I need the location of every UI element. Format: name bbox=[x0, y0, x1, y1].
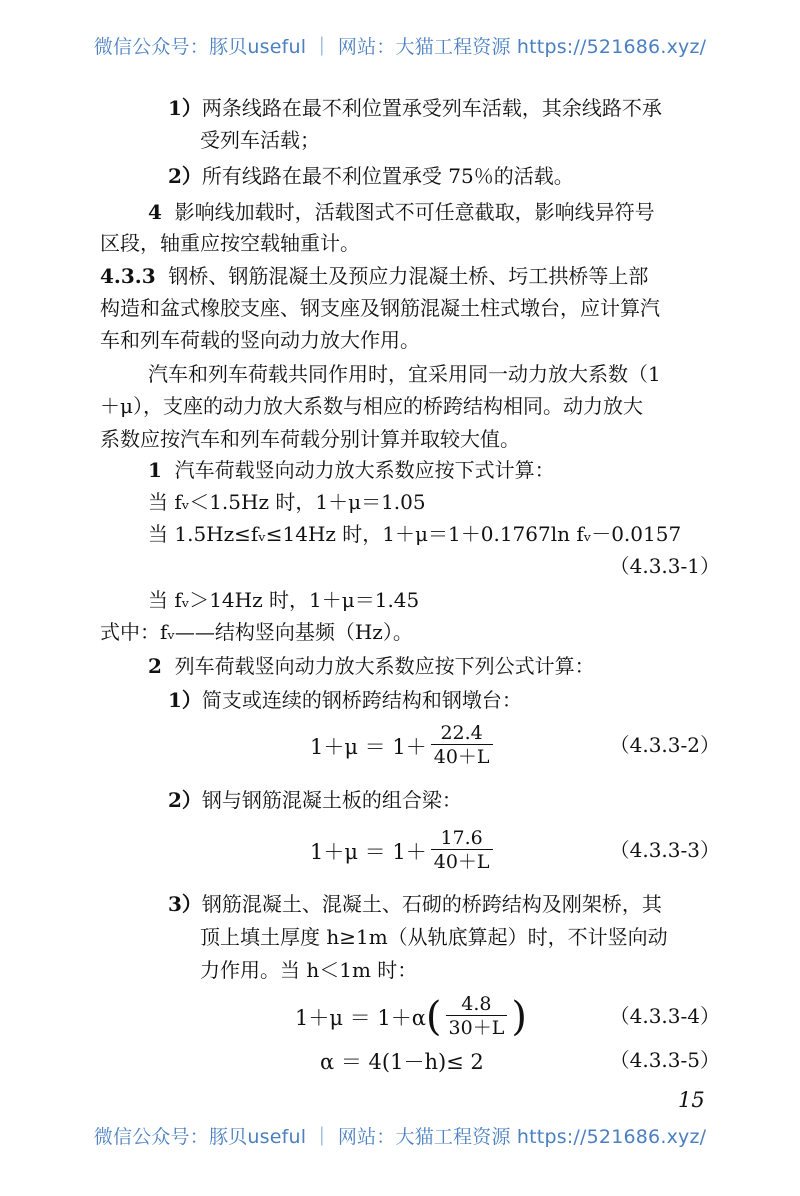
clause-item: 4 影响线加载时，活载图式不可任意截取，影响线异符号 bbox=[148, 200, 655, 224]
text-line: 车和列车荷载的竖向动力放大作用。 bbox=[100, 328, 420, 352]
list-item: 1）简支或连续的钢桥跨结构和钢墩台： bbox=[168, 688, 522, 712]
definition-line: 式中：fᵥ——结构竖向基频（Hz）。 bbox=[100, 620, 413, 644]
formula-line: 当 fᵥ＜1.5Hz 时，1＋μ＝1.05 bbox=[148, 490, 426, 514]
equation-number: （4.3.3-2） bbox=[609, 733, 720, 757]
formula-4-3-3-3: 1＋μ ＝ 1＋ $\frac{17.6}{40+L}$ bbox=[310, 827, 497, 874]
list-item: 2）钢与钢筋混凝土板的组合梁： bbox=[168, 788, 462, 812]
fraction: $\frac{22.4}{40+L}$ bbox=[431, 722, 493, 769]
list-item: 3）钢筋混凝土、混凝土、石砌的桥跨结构及刚架桥，其 bbox=[168, 892, 662, 916]
fraction: $\frac{4.8}{30+L}$ bbox=[446, 993, 508, 1040]
equation-number: （4.3.3-5） bbox=[609, 1048, 720, 1072]
list-item: 1）两条线路在最不利位置承受列车活载，其余线路不承 bbox=[168, 96, 662, 120]
list-item: 2）所有线路在最不利位置承受 75％的活载。 bbox=[168, 164, 574, 188]
formula-4-3-3-5: α ＝ 4(1－h)≤ 2 bbox=[320, 1050, 484, 1074]
equation-number: （4.3.3-1） bbox=[609, 554, 720, 578]
watermark-header: 微信公众号：豚贝useful ｜ 网站：大猫工程资源 https://521686.xyz/ bbox=[93, 36, 707, 58]
text-line: 汽车和列车荷载共同作用时，宜采用同一动力放大系数（1 bbox=[148, 362, 661, 386]
text-line: 构造和盆式橡胶支座、钢支座及钢筋混凝土柱式墩台，应计算汽 bbox=[100, 296, 660, 320]
text-line: ＋μ），支座的动力放大系数与相应的桥跨结构相同。动力放大 bbox=[100, 394, 643, 418]
clause-item: 2 列车荷载竖向动力放大系数应按下列公式计算： bbox=[148, 654, 595, 678]
text-line: 顶上填土厚度 h≥1m（从轨底算起）时，不计竖向动 bbox=[200, 925, 668, 949]
fraction: $\frac{17.6}{40+L}$ bbox=[431, 827, 493, 874]
section-heading: 4.3.3 钢桥、钢筋混凝土及预应力混凝土桥、圬工拱桥等上部 bbox=[100, 264, 649, 288]
formula-4-3-3-2: 1＋μ ＝ 1＋ $\frac{22.4}{40+L}$ bbox=[310, 722, 497, 769]
watermark-footer: 微信公众号：豚贝useful ｜ 网站：大猫工程资源 https://521686.xyz/ bbox=[93, 1126, 707, 1148]
formula-line: 当 fᵥ＞14Hz 时，1＋μ＝1.45 bbox=[148, 588, 420, 612]
page-number: 15 bbox=[678, 1088, 705, 1112]
equation-number: （4.3.3-3） bbox=[609, 838, 720, 862]
equation-number: （4.3.3-4） bbox=[609, 1004, 720, 1028]
clause-item: 1 汽车荷载竖向动力放大系数应按下式计算： bbox=[148, 458, 555, 482]
formula-line: 当 1.5Hz≤fᵥ≤14Hz 时，1＋μ＝1＋0.1767ln fᵥ－0.0157 bbox=[148, 522, 682, 546]
text-line: 力作用。当 h＜1m 时： bbox=[200, 958, 418, 982]
formula-4-3-3-4: 1＋μ ＝ 1＋α ( $\frac{4.8}{30+L}$ ) bbox=[295, 993, 527, 1040]
text-line: 区段，轴重应按空载轴重计。 bbox=[100, 231, 360, 255]
text-line: 受列车活载； bbox=[200, 128, 320, 152]
text-line: 系数应按汽车和列车荷载分别计算并取较大值。 bbox=[100, 427, 520, 451]
